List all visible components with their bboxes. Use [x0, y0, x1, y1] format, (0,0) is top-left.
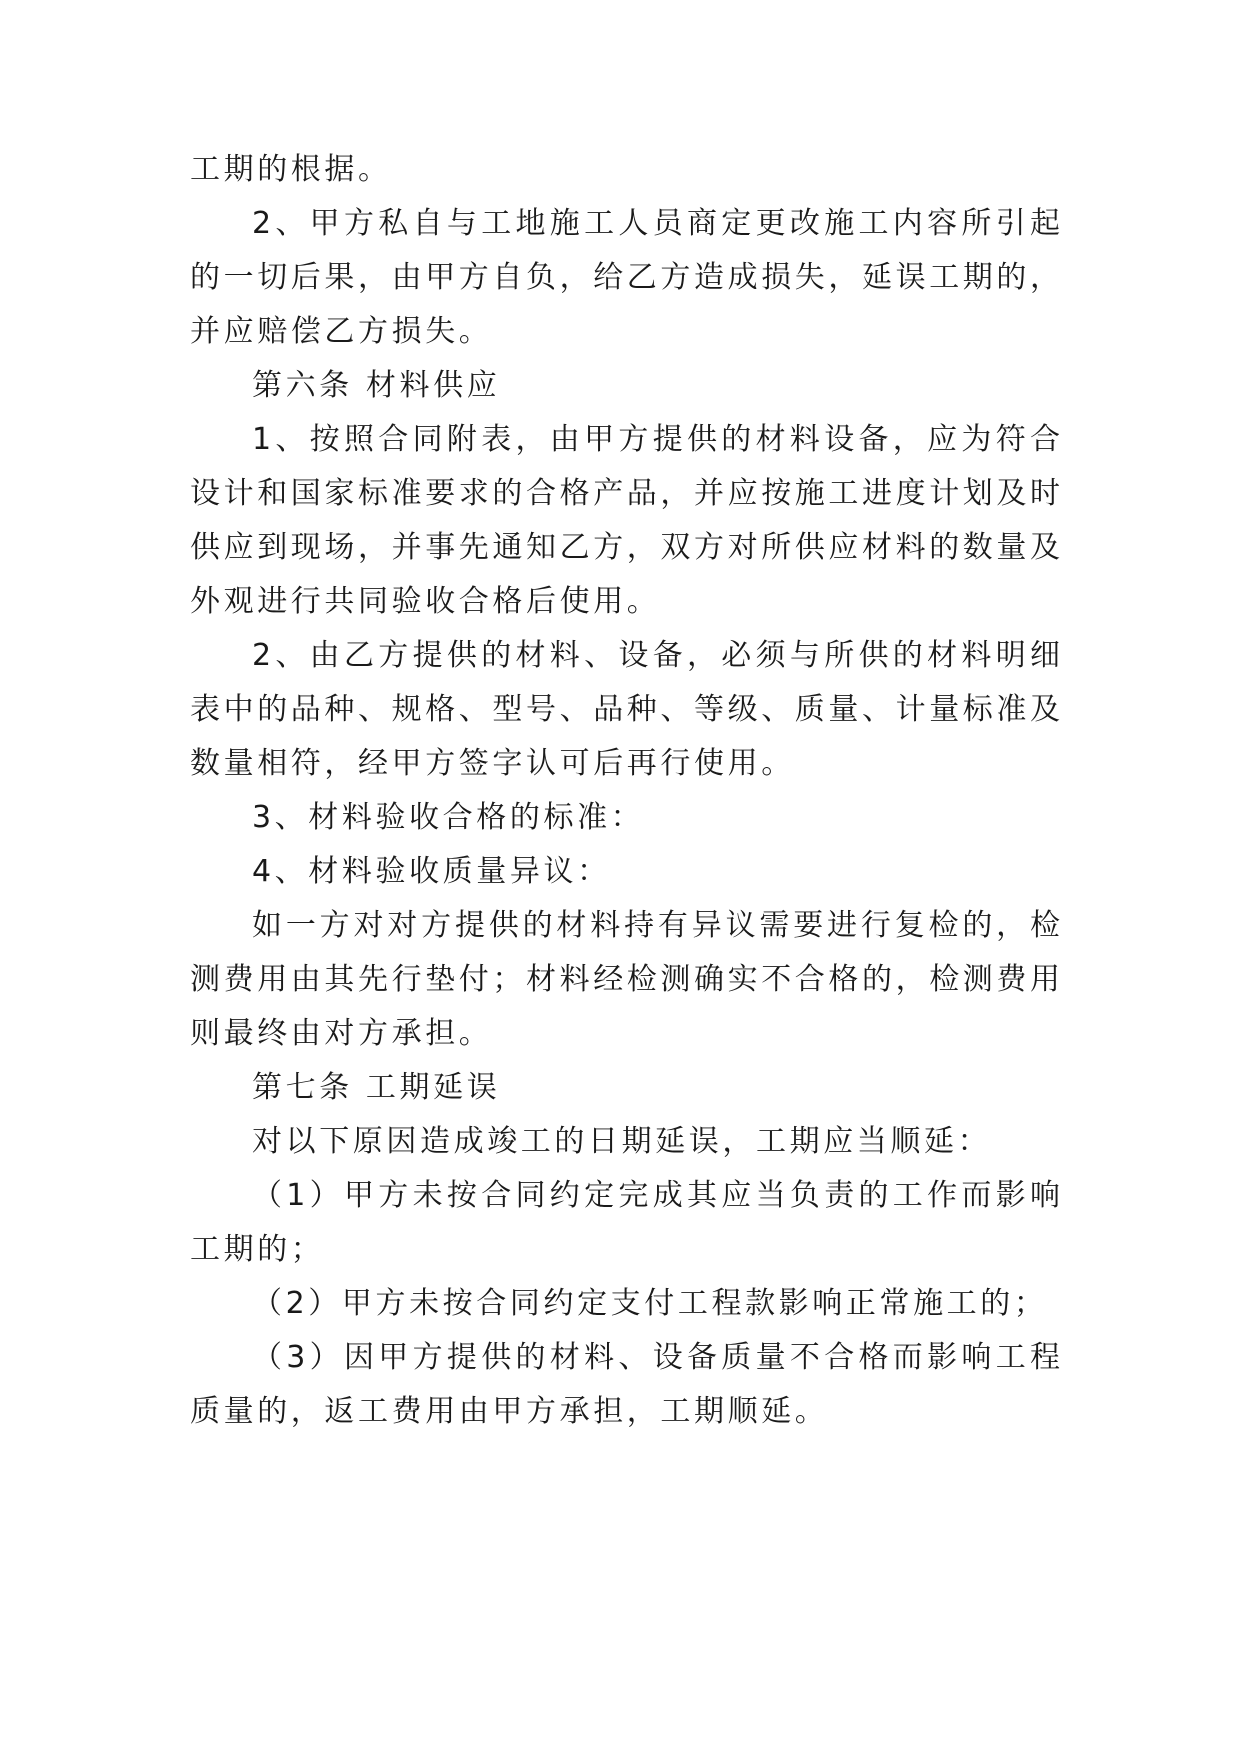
text-line: 设计和国家标准要求的合格产品，并应按施工进度计划及时: [190, 476, 1060, 511]
text-line: 工期的根据。: [190, 152, 392, 187]
text-line: 2、由乙方提供的材料、设备，必须与所供的材料明细: [252, 638, 1060, 673]
section-heading: 第七条 工期延误: [252, 1070, 501, 1105]
text-line: 则最终由对方承担。: [190, 1016, 493, 1051]
text-line: 供应到现场，并事先通知乙方，双方对所供应材料的数量及: [190, 530, 1060, 565]
text-line: 工期的；: [190, 1232, 325, 1267]
text-line: 表中的品种、规格、型号、品种、等级、质量、计量标准及: [190, 692, 1060, 727]
text-line: 并应赔偿乙方损失。: [190, 314, 493, 349]
text-line: 对以下原因造成竣工的日期延误，工期应当顺延：: [252, 1124, 992, 1159]
text-line: （3）因甲方提供的材料、设备质量不合格而影响工程: [252, 1340, 1060, 1375]
text-line: 2、甲方私自与工地施工人员商定更改施工内容所引起: [252, 206, 1060, 241]
text-line: 质量的，返工费用由甲方承担，工期顺延。: [190, 1394, 829, 1429]
text-line: 外观进行共同验收合格后使用。: [190, 584, 661, 619]
text-line: 测费用由其先行垫付；材料经检测确实不合格的，检测费用: [190, 962, 1060, 997]
text-line: 如一方对对方提供的材料持有异议需要进行复检的，检: [252, 908, 1060, 943]
text-line: 数量相符，经甲方签字认可后再行使用。: [190, 746, 795, 781]
section-heading: 第六条 材料供应: [252, 368, 501, 403]
text-line: 3、材料验收合格的标准：: [252, 800, 645, 835]
text-line: 4、材料验收质量异议：: [252, 854, 611, 889]
text-line: （1）甲方未按合同约定完成其应当负责的工作而影响: [252, 1178, 1060, 1213]
text-line: 1、按照合同附表，由甲方提供的材料设备，应为符合: [252, 422, 1060, 457]
text-line: 的一切后果，由甲方自负，给乙方造成损失，延误工期的，: [190, 260, 1060, 295]
text-line: （2）甲方未按合同约定支付工程款影响正常施工的；: [252, 1286, 1048, 1321]
